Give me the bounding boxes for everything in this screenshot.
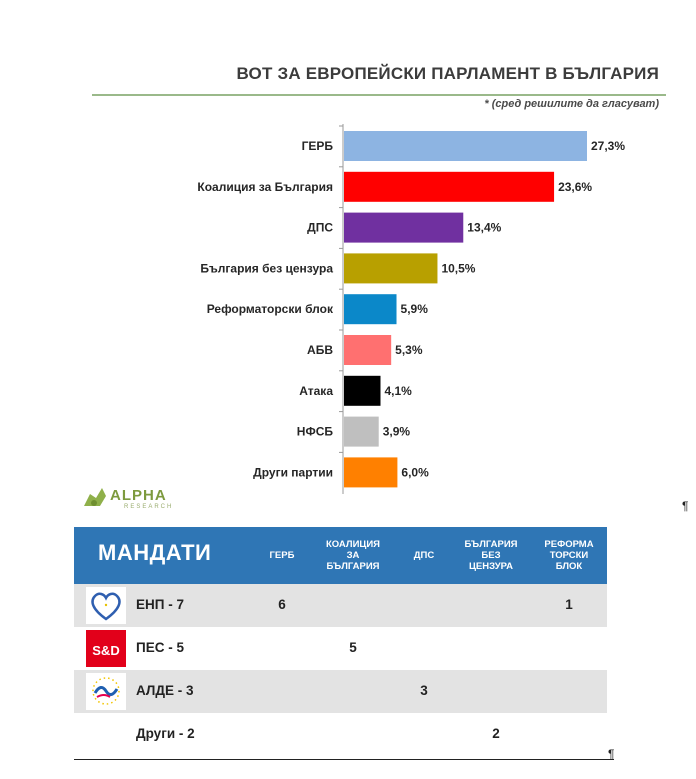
table-row [74, 670, 607, 713]
value-label: 23,6% [558, 179, 593, 194]
cell-epp-gerb: 6 [278, 597, 286, 612]
chart-panel [74, 54, 674, 514]
alde-logo [86, 673, 126, 710]
category-label: ГЕРБ [301, 139, 333, 153]
column-header-rb: РЕФОРМА ТОРСКИ БЛОК [544, 539, 594, 572]
table-row [74, 627, 607, 670]
table-header [74, 527, 607, 584]
column-header-dps: ДПС [413, 550, 435, 561]
row-label-alde: АЛДЕ - 3 [136, 683, 194, 698]
table-bottom-rule [74, 759, 614, 760]
alpha-logo-text: ALPHA [110, 487, 167, 504]
chart-title: ВОТ ЗА ЕВРОПЕЙСКИ ПАРЛАМЕНТ В БЪЛГАРИЯ [236, 64, 659, 83]
bar [344, 457, 397, 487]
column-header-koaliciya: КОАЛИЦИЯ ЗА БЪЛГАРИЯ [325, 539, 381, 572]
title-divider [92, 94, 666, 96]
chart-subtitle: * (сред решилите да гласуват) [484, 98, 659, 110]
bar [344, 335, 391, 365]
category-label: АБВ [307, 343, 333, 357]
category-label: България без цензура [200, 261, 333, 276]
category-label: Други партии [253, 465, 333, 480]
column-header-bbc: БЪЛГАРИЯ БЕЗ ЦЕНЗУРА [464, 539, 518, 572]
category-label: Атака [299, 383, 333, 398]
bar-chart [74, 54, 674, 494]
value-label: 10,5% [441, 261, 476, 276]
table-row [74, 713, 607, 756]
alpha-research-logo [80, 484, 190, 512]
value-label: 3,9% [382, 424, 411, 439]
sd-logo-text: S&D [92, 643, 120, 658]
bar [344, 417, 379, 447]
mandates-title: МАНДАТИ [98, 540, 212, 565]
category-label: Коалиция за България [197, 179, 333, 194]
value-label: 27,3% [591, 139, 626, 153]
cell-alde-dps: 3 [420, 683, 428, 698]
paragraph-mark-end: ¶ [608, 747, 615, 761]
cell-pes-koaliciya: 5 [349, 640, 357, 655]
cell-epp-rb: 1 [565, 597, 573, 612]
alpha-logo-subtext: RESEARCH [124, 504, 174, 510]
column-header-gerb: ГЕРБ [269, 550, 295, 561]
row-label-other: Други - 2 [136, 726, 195, 741]
bar [344, 376, 380, 406]
bar [344, 213, 463, 243]
table-row [74, 584, 607, 627]
category-label: ДПС [307, 220, 333, 235]
value-label: 4,1% [384, 383, 412, 398]
bar [344, 253, 437, 283]
bar [344, 294, 397, 324]
epp-heart-logo [86, 587, 126, 624]
value-label: 13,4% [467, 220, 502, 235]
value-label: 5,3% [395, 343, 423, 357]
value-label: 5,9% [400, 302, 428, 317]
category-label: НФСБ [296, 424, 333, 439]
value-label: 6,0% [401, 465, 429, 480]
sd-logo [86, 630, 126, 667]
bar [344, 131, 587, 161]
bar [344, 172, 554, 202]
row-label-pes: ПЕС - 5 [136, 640, 184, 655]
paragraph-mark: ¶ [682, 499, 689, 513]
cell-other-bbc: 2 [492, 726, 500, 741]
row-label-epp: ЕНП - 7 [136, 597, 184, 612]
alpha-logo-icon [80, 484, 110, 510]
category-label: Реформаторски блок [206, 302, 333, 317]
mandates-table [74, 527, 607, 756]
